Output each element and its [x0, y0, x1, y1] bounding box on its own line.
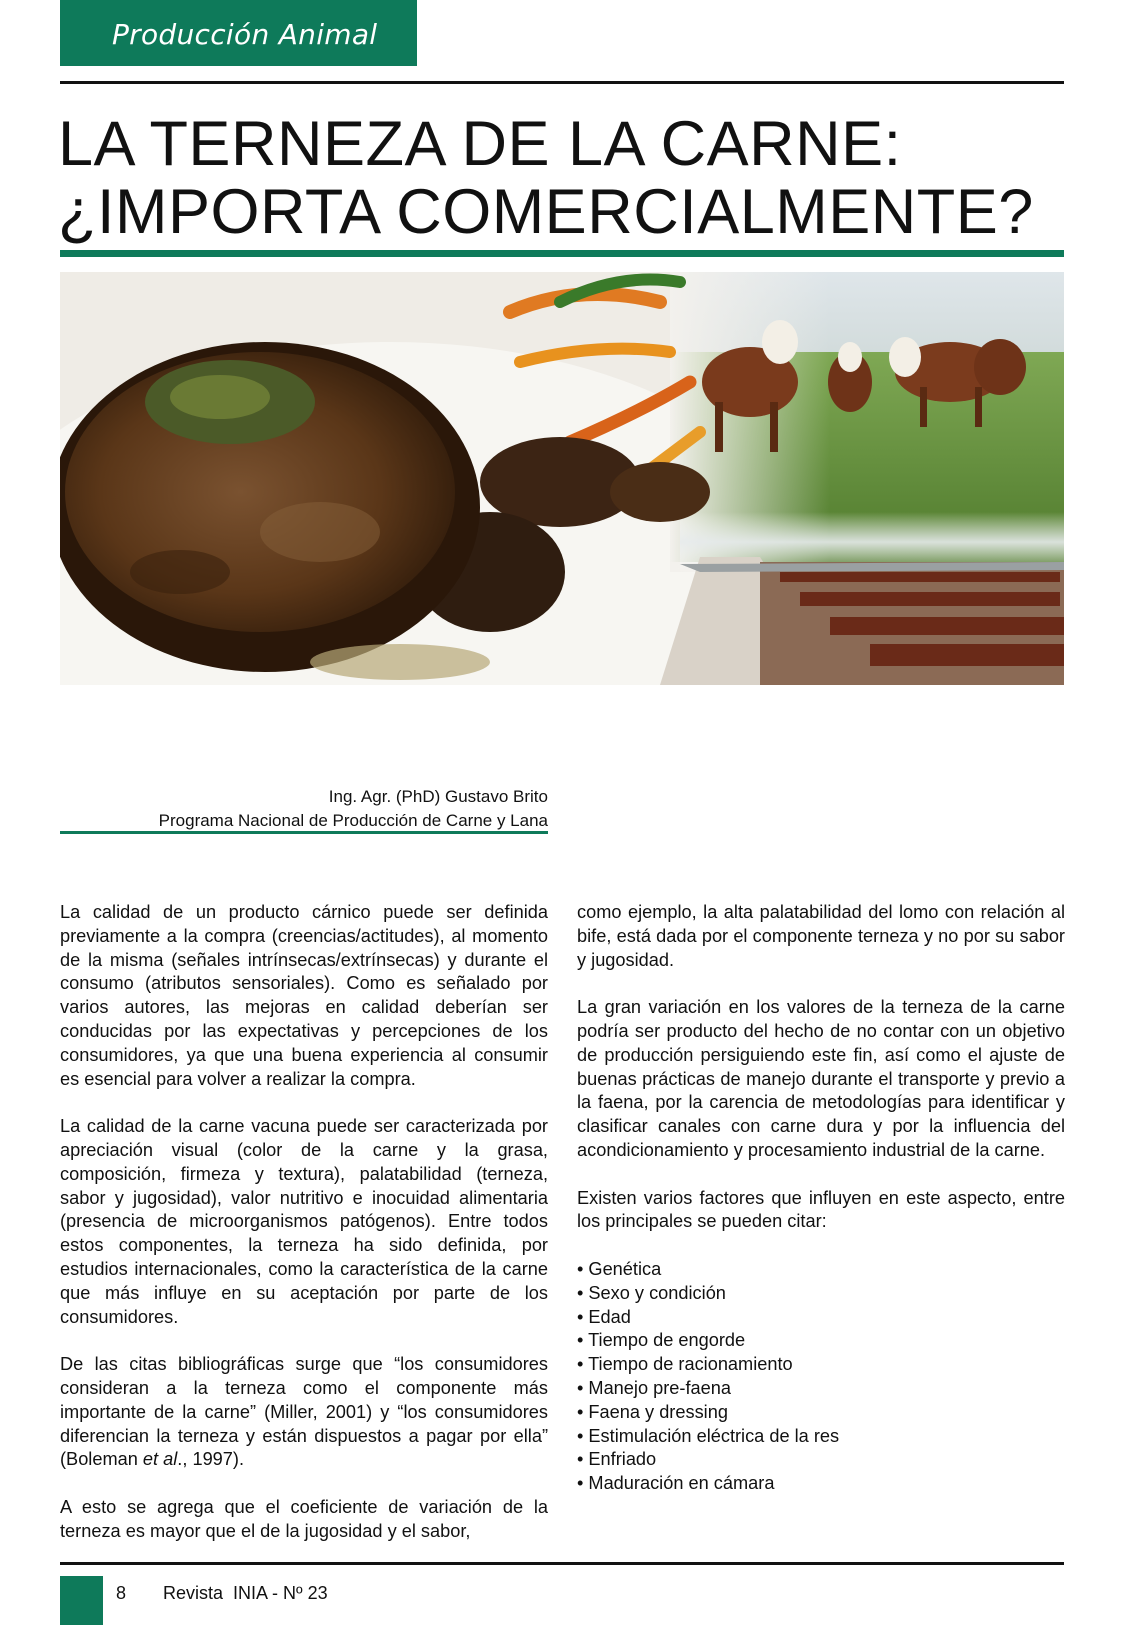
- paragraph: La calidad de un producto cárnico puede ser definida previamente a la compra (creencias/actitudes), al momento de la misma (señales intrínsecas/extrínsecas) y durante el consumo (atributos sensoriales). Como es señalado por varios autores, las mejoras en calidad deberían ser conducidas por las expectativas y percepciones de los consumidores, ya que una buena experiencia al consumir es esencial para volver a realizar la compra.: [60, 902, 548, 1089]
- list-item: • Sexo y condición: [577, 1282, 1065, 1306]
- list-item: • Tiempo de engorde: [577, 1329, 1065, 1353]
- paragraph: como ejemplo, la alta palatabilidad del lomo con relación al bife, está dada por el componente terneza y no por su sabor y jugosidad.: [577, 902, 1065, 970]
- page-number: 8: [116, 1583, 127, 1603]
- list-item: • Edad: [577, 1306, 1065, 1330]
- steak-illustration: [60, 342, 480, 672]
- author-affiliation: Programa Nacional de Producción de Carne y Lana: [158, 811, 548, 830]
- body-column-right: [577, 901, 1065, 1496]
- author-rule: [60, 831, 548, 834]
- title-line-1: LA TERNEZA DE LA CARNE:: [58, 109, 902, 179]
- section-tab: [60, 0, 417, 66]
- list-item: • Estimulación eléctrica de la res: [577, 1425, 1065, 1449]
- list-item: • Tiempo de racionamiento: [577, 1353, 1065, 1377]
- list-item: • Maduración en cámara: [577, 1472, 1065, 1496]
- footer-accent-box: [60, 1576, 103, 1625]
- list-item: • Genética: [577, 1258, 1065, 1282]
- factors-list: [577, 1258, 1065, 1496]
- paragraph: [60, 1353, 548, 1472]
- paragraph: La gran variación en los valores de la terneza de la carne podría ser producto del hecho de no contar con un objetivo de producción persiguiendo este fin, así como el ajuste de buenas prácticas de manejo durante el transporte y previo a la faena, por la carencia de metodologías para identificar y clasificar canales con carne dura y por la influencia del acondicionamiento y procesamiento industrial de la carne.: [577, 997, 1065, 1160]
- paragraph: A esto se agrega que el coeficiente de variación de la terneza es mayor que el de la jugosidad y el sabor,: [60, 1496, 548, 1541]
- title-rule: [60, 250, 1064, 257]
- magazine-name: Revista INIA - Nº 23: [163, 1583, 328, 1603]
- citation-et-al: et al: [142, 1449, 178, 1470]
- hero-photo-collage: [60, 272, 1064, 685]
- paragraph-text: ., 1997).: [177, 1449, 245, 1470]
- paragraph-text: De las citas bibliográficas surge que “los consumidores consideran a la terneza como el componente más importante de la carne” (Miller, 2001) y “los consumidores diferencian la terneza y están dispuestos a pagar por ella” (Boleman: [60, 1354, 548, 1470]
- body-column-left: [60, 901, 548, 1567]
- author-name: Ing. Agr. (PhD) Gustavo Brito: [328, 787, 548, 806]
- author-byline: [159, 785, 548, 833]
- list-item: • Enfriado: [577, 1448, 1065, 1472]
- paragraph: Existen varios factores que influyen en este aspecto, entre los principales se pueden citar:: [577, 1187, 1065, 1232]
- paragraph: La calidad de la carne vacuna puede ser caracterizada por apreciación visual (color de la carne y la grasa, composición, firmeza y textura), palatabilidad (terneza, sabor y jugosidad), valor nutritivo e inocuidad alimentaria (presencia de microorganismos patógenos). Entre todos estos componentes, la terneza ha sido definida, por estudios internacionales, como la característica de la carne que más influye en su aceptación por parte de los consumidores.: [60, 1116, 548, 1327]
- list-item: • Manejo pre-faena: [577, 1377, 1065, 1401]
- section-label: Producción Animal: [112, 18, 378, 51]
- article-title: [58, 110, 1068, 246]
- bottom-rule: [60, 1562, 1064, 1565]
- list-item: • Faena y dressing: [577, 1401, 1065, 1425]
- top-rule: [60, 81, 1064, 84]
- title-line-2: ¿IMPORTA COMERCIALMENTE?: [58, 177, 1034, 247]
